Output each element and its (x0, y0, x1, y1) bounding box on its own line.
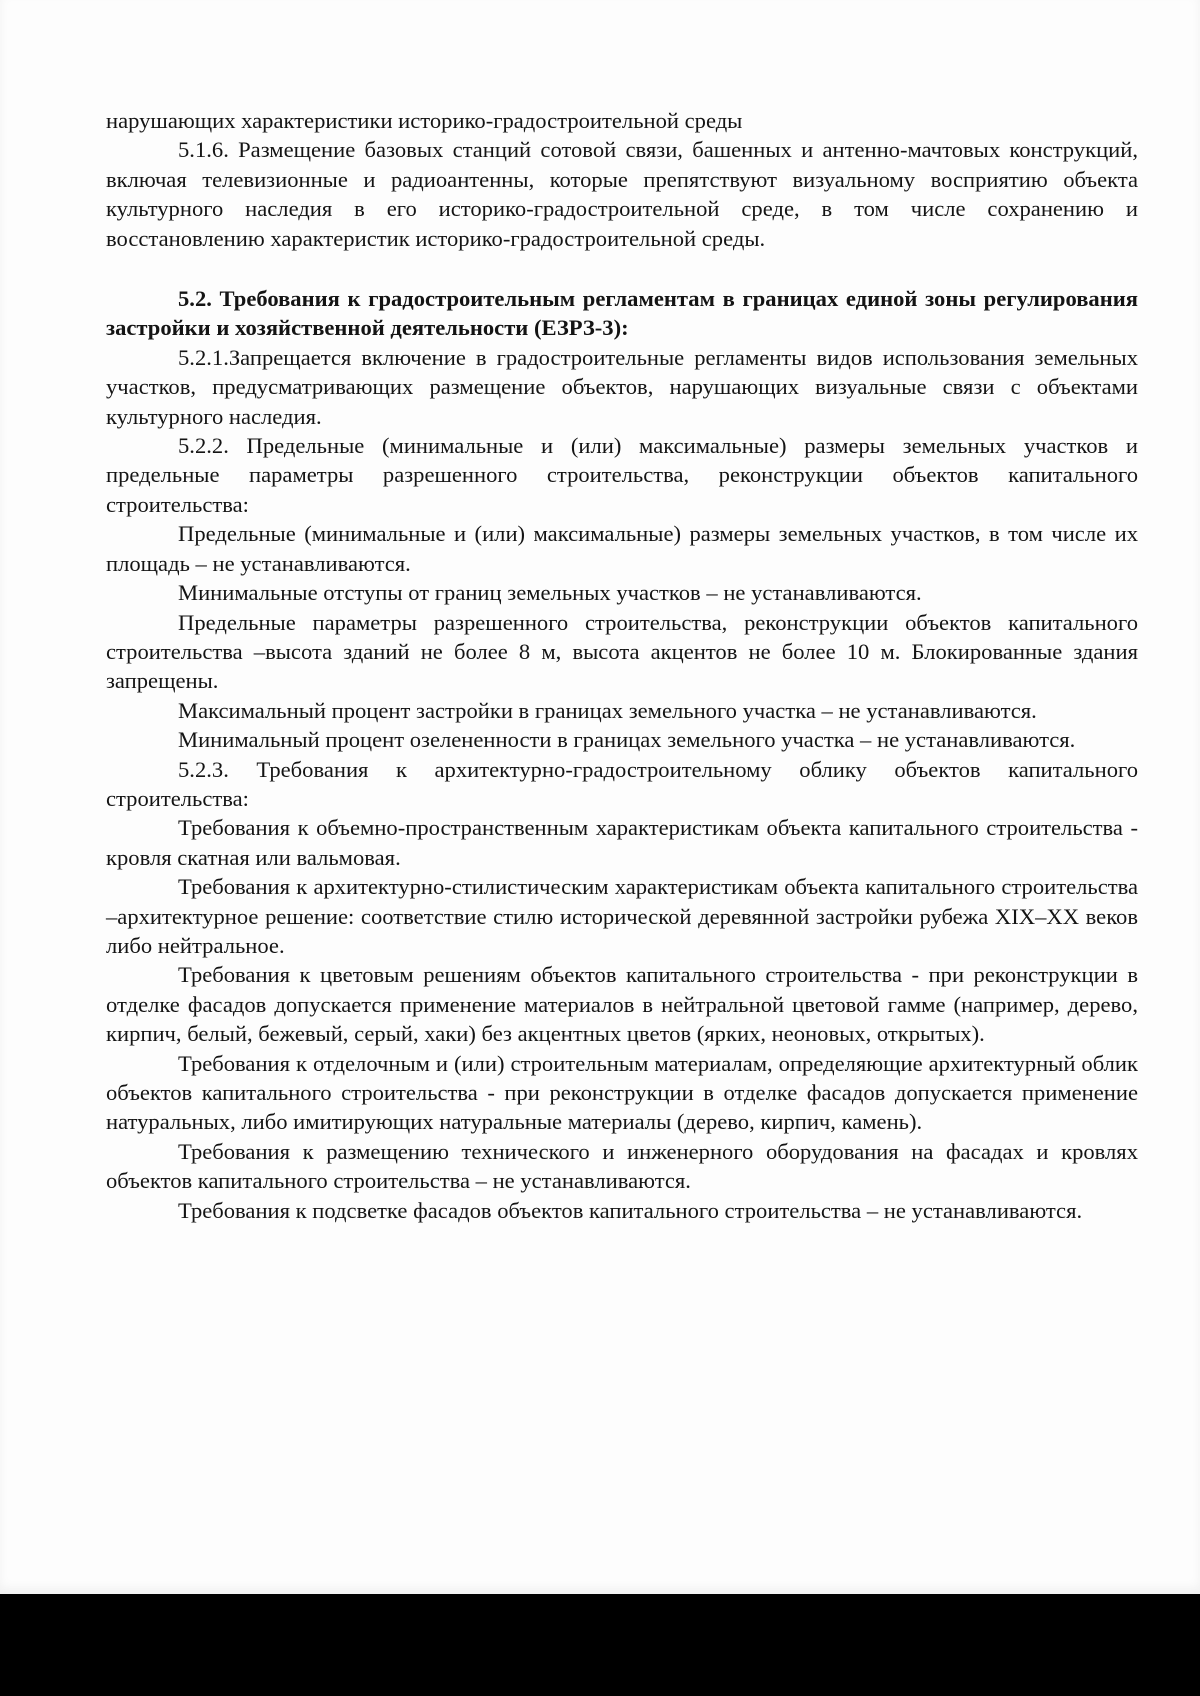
scan-border (0, 1594, 1200, 1696)
paragraph-plot-sizes: Предельные (минимальные и (или) максимальные) размеры земельных участков, в том числе их площадь – не устанавливаются. (106, 521, 1138, 576)
paragraph-material-requirements: Требования к отделочным и (или) строительным материалам, определяющие архитектурный облик объектов капитального строительства - при реконструкции в отделке фасадов допускается применение натуральных, либо имитирующих натуральные материалы (дерево, кирпич, камень). (106, 1050, 1138, 1135)
paragraph-height-limits: Предельные параметры разрешенного строительства, реконструкции объектов капитального строительства –высота зданий не более 8 м, высота акцентов не более 10 м. Блокированные здания запрещены. (106, 609, 1138, 694)
document-body (106, 106, 1138, 1225)
paragraph-max-coverage: Максимальный процент застройки в границах земельного участка – не устанавливаются. (178, 697, 1037, 723)
paragraph-equipment-requirements: Требования к размещению технического и инженерного оборудования на фасадах и кровлях объектов капитального строительства – не устанавливаются. (106, 1138, 1138, 1194)
paragraph-lighting-requirements: Требования к подсветке фасадов объектов капитального строительства – не устанавливаются. (178, 1197, 1083, 1223)
paragraph-min-greenery: Минимальный процент озелененности в границах земельного участка – не устанавливаются. (178, 727, 1076, 753)
paragraph-5-2-3: 5.2.3. Требования к архитектурно-градостроительному облику объектов капитального строительства: (106, 756, 1138, 811)
paragraph-continuation: нарушающих характеристики историко-градостроительной среды (106, 108, 743, 133)
paragraph-volume-requirements: Требования к объемно-пространственным характеристикам объекта капитального строительства - кровля скатная или вальмовая. (106, 815, 1138, 870)
section-heading-5-2: 5.2. Требования к градостроительным регламентам в границах единой зоны регулирования застройки и хозяйственной деятельности (ЕЗРЗ-3): (106, 286, 1138, 341)
paragraph-style-requirements: Требования к архитектурно-стилистическим характеристикам объекта капитального строительства –архитектурное решение: соответствие стилю исторической деревянной застройки рубежа XIX–XX веков либо нейтральное. (106, 874, 1138, 958)
paragraph-5-2-2: 5.2.2. Предельные (минимальные и (или) максимальные) размеры земельных участков и предельные параметры разрешенного строительства, реконструкции объектов капитального строительства: (106, 433, 1138, 517)
paragraph-color-requirements: Требования к цветовым решениям объектов капитального строительства - при реконструкции в отделке фасадов допускается применение материалов в нейтральной цветовой гамме (например, дерево, кирпич, белый, бежевый, серый, хаки) без акцентных цветов (ярких, неоновых, открытых). (106, 962, 1138, 1047)
paragraph-5-1-6: 5.1.6. Размещение базовых станций сотовой связи, башенных и антенно-мачтовых конструкций, включая телевизионные и радиоантенны, которые препятствуют визуальному восприятию объекта культурного наследия в его историко-градостроительной среде, в том числе сохранению и восстановлению характеристик историко-градостроительной среды. (106, 137, 1138, 251)
paragraph-5-2-1: 5.2.1.Запрещается включение в градостроительные регламенты видов использования земельных участков, предусматривающих размещение объектов, нарушающих визуальные связи с объектами культурного наследия. (106, 344, 1138, 429)
paragraph-setbacks: Минимальные отступы от границ земельных участков – не устанавливаются. (178, 580, 922, 606)
